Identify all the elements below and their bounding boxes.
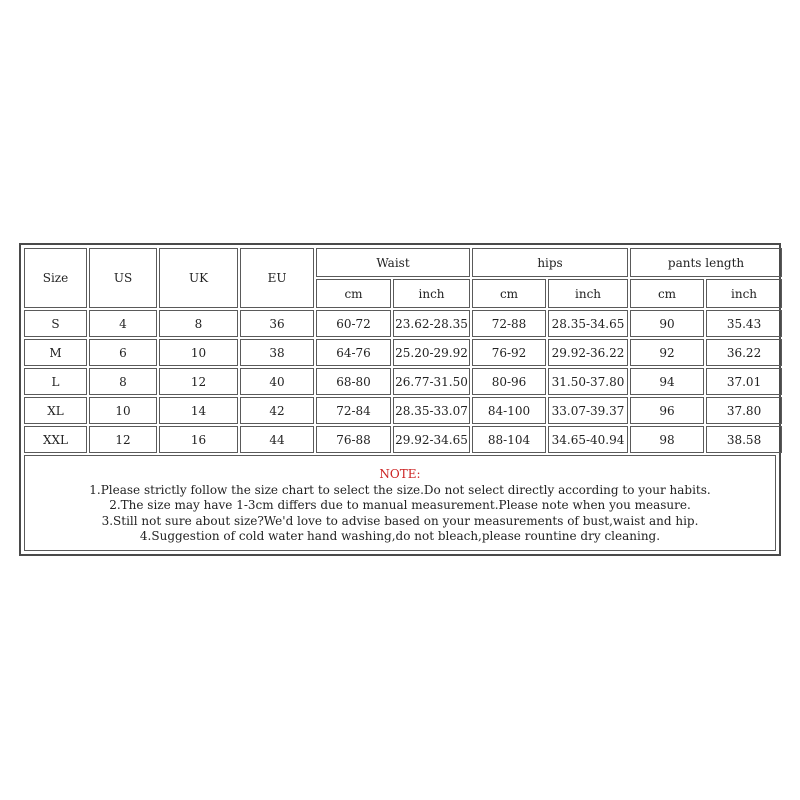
header-hips-inch: inch [548,279,628,308]
cell-length-inch: 37.01 [706,368,782,395]
cell-hips-cm: 80-96 [472,368,546,395]
cell-us: 10 [89,397,157,424]
cell-uk: 8 [159,310,238,337]
cell-us: 6 [89,339,157,366]
table-row [24,310,782,337]
size-chart [19,243,781,556]
cell-eu: 42 [240,397,314,424]
cell-waist-cm: 60-72 [316,310,391,337]
cell-uk: 12 [159,368,238,395]
table-row [24,426,782,453]
cell-length-inch: 35.43 [706,310,782,337]
cell-length-cm: 94 [630,368,704,395]
cell-us: 12 [89,426,157,453]
cell-hips-cm: 84-100 [472,397,546,424]
cell-waist-inch: 25.20-29.92 [393,339,470,366]
size-table [22,246,784,455]
cell-size: XXL [24,426,87,453]
cell-length-inch: 37.80 [706,397,782,424]
cell-hips-inch: 29.92-36.22 [548,339,628,366]
cell-hips-inch: 28.35-34.65 [548,310,628,337]
cell-size: L [24,368,87,395]
cell-waist-cm: 76-88 [316,426,391,453]
cell-uk: 14 [159,397,238,424]
table-row [24,397,782,424]
header-size: Size [24,248,87,308]
note-line-3: 3.Still not sure about size?We'd love to advise based on your measurements of bust,waist and hip. [101,513,699,528]
cell-waist-inch: 23.62-28.35 [393,310,470,337]
header-hips: hips [472,248,628,277]
note-line-1: 1.Please strictly follow the size chart to select the size.Do not select directly according to your habits. [89,482,711,497]
cell-eu: 44 [240,426,314,453]
cell-waist-inch: 26.77-31.50 [393,368,470,395]
cell-length-cm: 96 [630,397,704,424]
cell-size: S [24,310,87,337]
table-row [24,339,782,366]
cell-hips-inch: 31.50-37.80 [548,368,628,395]
cell-us: 4 [89,310,157,337]
header-waist: Waist [316,248,470,277]
cell-eu: 38 [240,339,314,366]
cell-eu: 40 [240,368,314,395]
cell-us: 8 [89,368,157,395]
cell-length-inch: 38.58 [706,426,782,453]
cell-hips-cm: 88-104 [472,426,546,453]
cell-length-cm: 98 [630,426,704,453]
header-length-inch: inch [706,279,782,308]
header-pants-length: pants length [630,248,782,277]
header-us: US [89,248,157,308]
header-waist-inch: inch [393,279,470,308]
cell-waist-cm: 68-80 [316,368,391,395]
cell-eu: 36 [240,310,314,337]
header-uk: UK [159,248,238,308]
cell-waist-inch: 28.35-33.07 [393,397,470,424]
cell-hips-inch: 33.07-39.37 [548,397,628,424]
cell-length-cm: 92 [630,339,704,366]
note-line-2: 2.The size may have 1-3cm differs due to manual measurement.Please note when you measure. [109,498,691,512]
header-hips-cm: cm [472,279,546,308]
cell-hips-inch: 34.65-40.94 [548,426,628,453]
table-row [24,368,782,395]
cell-waist-inch: 29.92-34.65 [393,426,470,453]
cell-length-cm: 90 [630,310,704,337]
cell-waist-cm: 64-76 [316,339,391,366]
cell-size: XL [24,397,87,424]
note-title: NOTE: [379,467,421,481]
header-length-cm: cm [630,279,704,308]
cell-uk: 10 [159,339,238,366]
header-waist-cm: cm [316,279,391,308]
cell-hips-cm: 72-88 [472,310,546,337]
notes-box [24,455,776,551]
cell-size: M [24,339,87,366]
cell-uk: 16 [159,426,238,453]
cell-waist-cm: 72-84 [316,397,391,424]
note-line-4: 4.Suggestion of cold water hand washing,do not bleach,please rountine dry cleaning. [139,529,661,543]
header-eu: EU [240,248,314,308]
cell-length-inch: 36.22 [706,339,782,366]
cell-hips-cm: 76-92 [472,339,546,366]
